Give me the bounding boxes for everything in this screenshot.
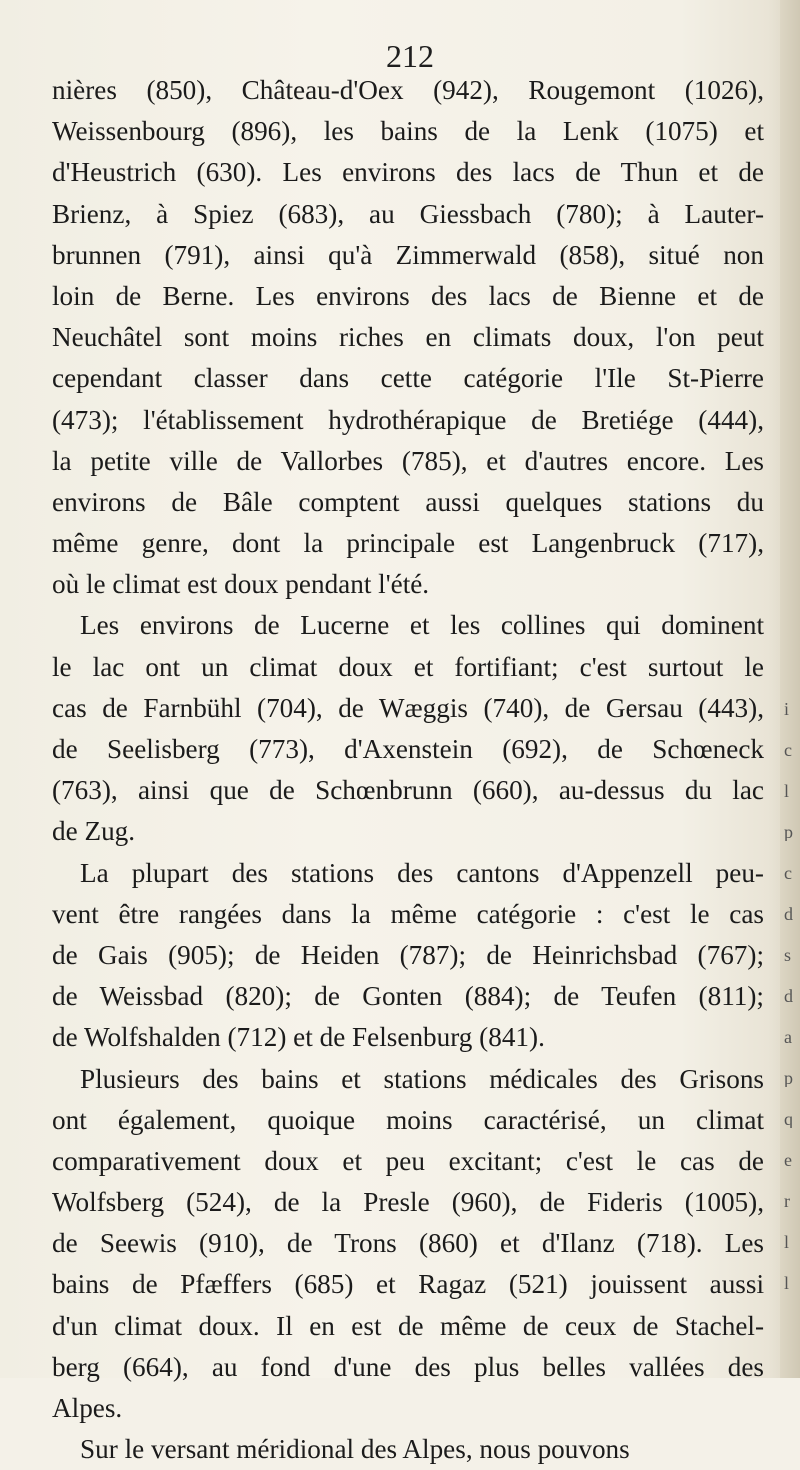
text-line: La plupart des stations des cantons d'Appenzell peu- bbox=[80, 857, 764, 888]
edge-fragment: c bbox=[784, 864, 792, 882]
text-line: cas de Farnbühl (704), de Wæggis (740), de Gersau (443), bbox=[52, 692, 764, 723]
text-line: Les environs de Lucerne et les collines qui dominent bbox=[80, 610, 764, 641]
edge-fragment: d bbox=[784, 987, 793, 1005]
text-line: Sur le versant méridional des Alpes, nous pouvons bbox=[80, 1434, 630, 1465]
text-line: Alpes. bbox=[52, 1393, 123, 1423]
text-line: Wolfsberg (524), de la Presle (960), de Fideris (1005), bbox=[52, 1187, 764, 1218]
body-text bbox=[52, 70, 764, 1470]
page-number: 212 bbox=[386, 38, 434, 74]
text-line: nières (850), Château-d'Oex (942), Rougemont (1026), bbox=[52, 75, 764, 105]
text-line: le lac ont un climat doux et fortifiant; c'est surtout le bbox=[52, 651, 764, 682]
text-line: de Weissbad (820); de Gonten (884); de Teufen (811); bbox=[52, 981, 764, 1012]
text-line: de Wolfshalden (712) et de Felsenburg (841). bbox=[52, 1022, 545, 1053]
text-line: comparativement doux et peu excitant; c'est le cas de bbox=[52, 1145, 764, 1176]
text-line: loin de Berne. Les environs des lacs de Bienne et de bbox=[52, 280, 764, 311]
text-line: Weissenbourg (896), les bains de la Lenk (1075) et bbox=[52, 116, 764, 147]
text-line: berg (664), au fond d'une des plus belles vallées des bbox=[52, 1351, 764, 1382]
text-line: (763), ainsi que de Schœnbrunn (660), au-dessus du lac bbox=[52, 775, 764, 806]
edge-fragment: r bbox=[784, 1192, 790, 1210]
edge-fragment: e bbox=[784, 1151, 792, 1169]
edge-fragment: l bbox=[784, 1233, 790, 1251]
text-line: ont également, quoique moins caractérisé, un climat bbox=[52, 1104, 764, 1135]
text-line: environs de Bâle comptent aussi quelques stations du bbox=[52, 486, 764, 517]
edge-fragment: c bbox=[784, 741, 792, 759]
text-line: de Zug. bbox=[52, 816, 136, 847]
edge-fragment: a bbox=[784, 1028, 792, 1046]
text-line: (473); l'établissement hydrothérapique de Bretiége (444), bbox=[52, 404, 764, 435]
edge-fragment: i bbox=[784, 700, 790, 718]
text-line: d'un climat doux. Il en est de même de ceux de Stachel- bbox=[52, 1310, 764, 1341]
text-line: où le climat est doux pendant l'été. bbox=[52, 569, 430, 600]
text-line: même genre, dont la principale est Langenbruck (717), bbox=[52, 528, 764, 559]
text-line: de Seewis (910), de Trons (860) et d'Ilanz (718). Les bbox=[52, 1228, 764, 1259]
text-line: Brienz, à Spiez (683), au Giessbach (780); à Lauter- bbox=[52, 198, 764, 229]
edge-fragment: p bbox=[784, 823, 793, 841]
text-line: vent être rangées dans la même catégorie : c'est le cas bbox=[52, 898, 764, 929]
text-line: bains de Pfæffers (685) et Ragaz (521) jouissent aussi bbox=[52, 1269, 764, 1300]
text-line: cependant classer dans cette catégorie l'Ile St-Pierre bbox=[52, 363, 764, 394]
text-line: Plusieurs des bains et stations médicales des Grisons bbox=[80, 1063, 764, 1094]
edge-fragment: l bbox=[784, 782, 790, 800]
text-line: de Gais (905); de Heiden (787); de Heinrichsbad (767); bbox=[52, 939, 764, 970]
text-line: d'Heustrich (630). Les environs des lacs de Thun et de bbox=[52, 157, 764, 188]
edge-fragment: l bbox=[784, 1274, 790, 1292]
edge-fragment: p bbox=[784, 1069, 793, 1087]
text-line: Neuchâtel sont moins riches en climats doux, l'on peut bbox=[52, 322, 764, 353]
edge-fragment: s bbox=[784, 946, 792, 964]
adjacent-page-edge bbox=[780, 0, 800, 1378]
text-line: la petite ville de Vallorbes (785), et d'autres encore. Les bbox=[52, 445, 764, 476]
text-line: brunnen (791), ainsi qu'à Zimmerwald (858), situé non bbox=[52, 239, 764, 270]
edge-fragment: q bbox=[784, 1110, 793, 1128]
text-line: de Seelisberg (773), d'Axenstein (692), de Schœneck bbox=[52, 734, 764, 764]
edge-fragment: d bbox=[784, 905, 793, 923]
